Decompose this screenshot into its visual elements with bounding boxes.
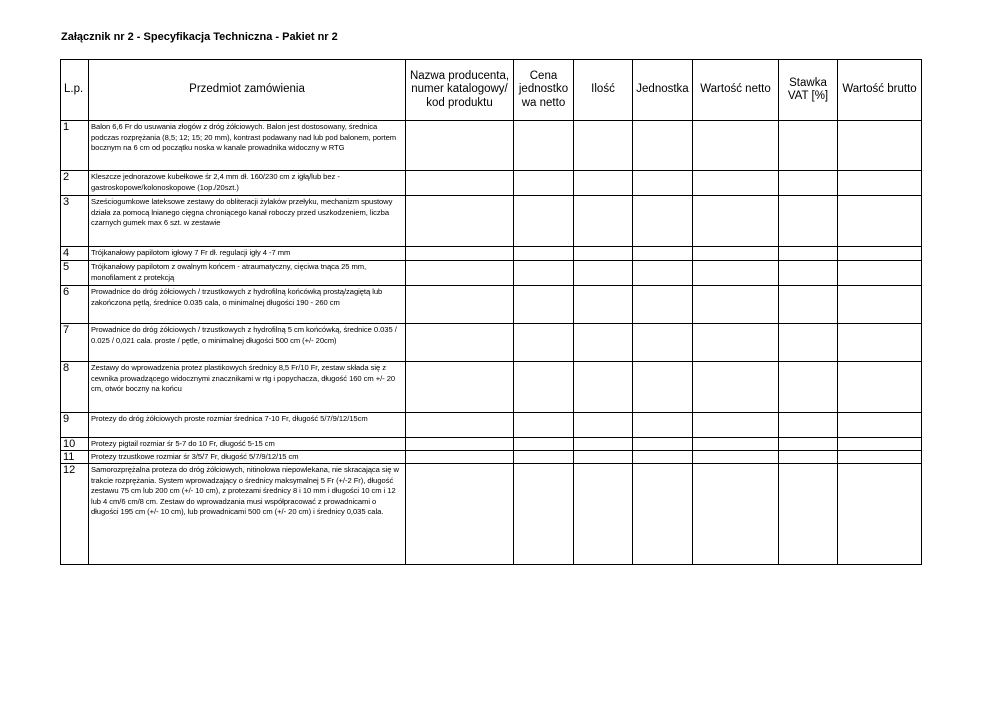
- row-description: Trójkanałowy papilotom z owalnym końcem - atraumatyczny, cięciwa tnąca 25 mm, monofilament z protekcją: [89, 261, 406, 286]
- cell-gross-value: [838, 171, 922, 196]
- cell-quantity: [574, 121, 633, 171]
- cell-unit: [633, 413, 693, 438]
- cell-unit-price: [514, 464, 574, 565]
- col-header-unit-price: Cena jednostko wa netto: [514, 60, 574, 121]
- row-description: Protezy pigtail rozmiar śr 5-7 do 10 Fr, długość 5-15 cm: [89, 438, 406, 451]
- cell-net-value: [693, 438, 779, 451]
- cell-unit-price: [514, 413, 574, 438]
- cell-producer: [406, 464, 514, 565]
- cell-net-value: [693, 247, 779, 261]
- cell-quantity: [574, 362, 633, 413]
- table-row: [61, 438, 922, 451]
- cell-vat-rate: [779, 196, 838, 247]
- row-description: Protezy do dróg żółciowych proste rozmiar średnica 7-10 Fr, długość 5/7/9/12/15cm: [89, 413, 406, 438]
- row-description: Samorozprężalna proteza do dróg żółciowych, nitinolowa niepowlekana, nie skracająca się w trakcie rozprężania. System wprowadzający o średnicy maksymalnej 5 Fr (+/-2 Fr), długość zestawu 75 cm lub 200 cm (+/- 10 cm), z protezami średnicy 8 i 10 mm i długości 10 cm i 12 lub 4 cm/6 cm/8 cm. Zestaw do wprowadzania musi współpracować z prowadnicami o długości 195 cm (+/- 10 cm), lub prowadnicami 500 cm (+/- 20 cm) i średnicy 0,035 cala.: [89, 464, 406, 565]
- cell-quantity: [574, 464, 633, 565]
- cell-quantity: [574, 438, 633, 451]
- cell-unit-price: [514, 247, 574, 261]
- cell-gross-value: [838, 451, 922, 464]
- row-lp: 7: [61, 324, 89, 362]
- col-header-gross-value: Wartość brutto: [838, 60, 922, 121]
- cell-unit: [633, 324, 693, 362]
- cell-vat-rate: [779, 324, 838, 362]
- cell-gross-value: [838, 286, 922, 324]
- cell-producer: [406, 171, 514, 196]
- cell-quantity: [574, 196, 633, 247]
- cell-gross-value: [838, 247, 922, 261]
- col-header-unit: Jednostka: [633, 60, 693, 121]
- cell-gross-value: [838, 196, 922, 247]
- cell-quantity: [574, 413, 633, 438]
- cell-producer: [406, 196, 514, 247]
- row-lp: 12: [61, 464, 89, 565]
- col-header-item: Przedmiot zamówienia: [89, 60, 406, 121]
- cell-gross-value: [838, 261, 922, 286]
- row-lp: 8: [61, 362, 89, 413]
- cell-unit: [633, 196, 693, 247]
- table-row: [61, 324, 922, 362]
- cell-producer: [406, 247, 514, 261]
- cell-producer: [406, 121, 514, 171]
- cell-quantity: [574, 247, 633, 261]
- cell-unit: [633, 286, 693, 324]
- row-description: Trójkanałowy papilotom igłowy 7 Fr dł. regulacji igły 4 -7 mm: [89, 247, 406, 261]
- cell-unit-price: [514, 121, 574, 171]
- table-row: [61, 362, 922, 413]
- cell-unit: [633, 247, 693, 261]
- cell-vat-rate: [779, 438, 838, 451]
- cell-gross-value: [838, 413, 922, 438]
- table-row: [61, 413, 922, 438]
- cell-net-value: [693, 286, 779, 324]
- cell-vat-rate: [779, 247, 838, 261]
- cell-producer: [406, 362, 514, 413]
- cell-gross-value: [838, 438, 922, 451]
- cell-net-value: [693, 324, 779, 362]
- col-header-vat-rate: Stawka VAT [%]: [779, 60, 838, 121]
- cell-unit-price: [514, 438, 574, 451]
- cell-vat-rate: [779, 362, 838, 413]
- cell-producer: [406, 438, 514, 451]
- specification-table: [60, 59, 922, 565]
- cell-unit-price: [514, 171, 574, 196]
- table-row: [61, 464, 922, 565]
- table-row: [61, 247, 922, 261]
- cell-unit-price: [514, 261, 574, 286]
- cell-unit: [633, 171, 693, 196]
- cell-vat-rate: [779, 451, 838, 464]
- row-description: Protezy trzustkowe rozmiar śr 3/5/7 Fr, długość 5/7/9/12/15 cm: [89, 451, 406, 464]
- cell-quantity: [574, 261, 633, 286]
- cell-gross-value: [838, 324, 922, 362]
- table-row: [61, 286, 922, 324]
- cell-net-value: [693, 413, 779, 438]
- cell-quantity: [574, 286, 633, 324]
- cell-producer: [406, 261, 514, 286]
- cell-quantity: [574, 171, 633, 196]
- cell-net-value: [693, 121, 779, 171]
- cell-unit: [633, 464, 693, 565]
- row-description: Zestawy do wprowadzenia protez plastikowych średnicy 8,5 Fr/10 Fr, zestaw składa się z cewnika prowadzącego widocznymi znacznikami w rtg i popychacza, długość 160 cm +/- 20 cm, otwór boczny na końcu: [89, 362, 406, 413]
- row-lp: 10: [61, 438, 89, 451]
- cell-vat-rate: [779, 171, 838, 196]
- table-header-row: [61, 60, 922, 121]
- row-description: Prowadnice do dróg żółciowych / trzustkowych z hydrofilną 5 cm końcówką, średnice 0.035 / 0.025 / 0,021 cala. proste / pętle, o minimalnej długości 500 cm (+/- 20cm): [89, 324, 406, 362]
- cell-vat-rate: [779, 413, 838, 438]
- cell-net-value: [693, 451, 779, 464]
- row-lp: 9: [61, 413, 89, 438]
- cell-unit: [633, 362, 693, 413]
- row-lp: 1: [61, 121, 89, 171]
- col-header-producer: Nazwa producenta, numer katalogowy/ kod produktu: [406, 60, 514, 121]
- cell-unit: [633, 121, 693, 171]
- cell-net-value: [693, 261, 779, 286]
- col-header-lp: L.p.: [61, 60, 89, 121]
- cell-unit: [633, 438, 693, 451]
- row-description: Kleszcze jednorazowe kubełkowe śr 2,4 mm dł. 160/230 cm z igłą/lub bez - gastroskopowe/kolonoskopowe (1op./20szt.): [89, 171, 406, 196]
- cell-quantity: [574, 451, 633, 464]
- cell-producer: [406, 413, 514, 438]
- cell-quantity: [574, 324, 633, 362]
- cell-vat-rate: [779, 286, 838, 324]
- col-header-net-value: Wartość netto: [693, 60, 779, 121]
- cell-unit: [633, 261, 693, 286]
- row-lp: 4: [61, 247, 89, 261]
- cell-unit-price: [514, 324, 574, 362]
- cell-unit-price: [514, 362, 574, 413]
- cell-unit-price: [514, 286, 574, 324]
- table-row: [61, 261, 922, 286]
- page-title: Załącznik nr 2 - Specyfikacja Techniczna - Pakiet nr 2: [61, 31, 338, 43]
- cell-unit: [633, 451, 693, 464]
- cell-vat-rate: [779, 121, 838, 171]
- cell-vat-rate: [779, 464, 838, 565]
- table-row: [61, 451, 922, 464]
- cell-producer: [406, 286, 514, 324]
- col-header-quantity: Ilość: [574, 60, 633, 121]
- cell-unit-price: [514, 451, 574, 464]
- cell-gross-value: [838, 464, 922, 565]
- row-description: Sześciogumkowe lateksowe zestawy do obliteracji żylaków przełyku, mechanizm spustowy działa za pomocą lnianego cięgna chroniącego kanał roboczy przed uszkodzeniem, liczba czarnych gumek max 6 szt. w zestawie: [89, 196, 406, 247]
- cell-producer: [406, 451, 514, 464]
- row-description: Prowadnice do dróg żółciowych / trzustkowych z hydrofilną końcówką prostą/zagiętą lub zakończona pętlą, średnice 0.035 cala, o minimalnej długości 190 - 260 cm: [89, 286, 406, 324]
- cell-vat-rate: [779, 261, 838, 286]
- cell-net-value: [693, 362, 779, 413]
- row-lp: 2: [61, 171, 89, 196]
- cell-gross-value: [838, 121, 922, 171]
- cell-net-value: [693, 171, 779, 196]
- row-lp: 3: [61, 196, 89, 247]
- row-lp: 6: [61, 286, 89, 324]
- cell-net-value: [693, 464, 779, 565]
- cell-gross-value: [838, 362, 922, 413]
- table-row: [61, 171, 922, 196]
- cell-net-value: [693, 196, 779, 247]
- cell-producer: [406, 324, 514, 362]
- table-row: [61, 196, 922, 247]
- table-row: [61, 121, 922, 171]
- row-description: Balon 6,6 Fr do usuwania złogów z dróg żółciowych. Balon jest dostosowany, średnica podczas rozprężania (8,5; 12; 15; 20 mm), kontrast podawany nad lub pod balonem, portem bocznym na 6 cm od początku noska w kanale prowadnika widoczny w RTG: [89, 121, 406, 171]
- row-lp: 5: [61, 261, 89, 286]
- row-lp: 11: [61, 451, 89, 464]
- cell-unit-price: [514, 196, 574, 247]
